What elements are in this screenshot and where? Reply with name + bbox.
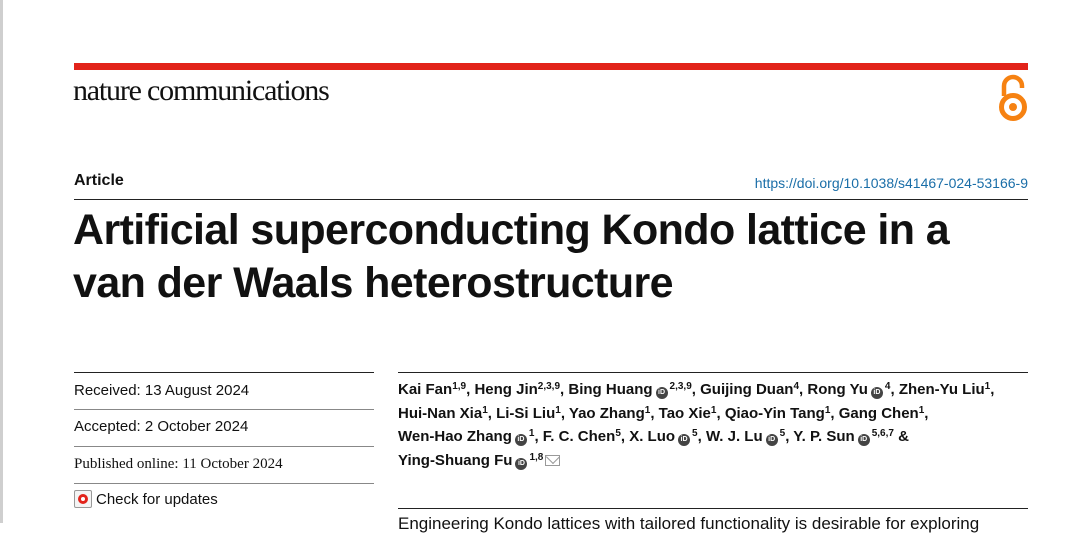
article-type: Article	[74, 172, 124, 189]
author-name-text: Tao Xie	[658, 404, 711, 422]
author-name-text: Wen-Hao Zhang	[398, 428, 512, 446]
author-name-text: Li-Si Liu	[496, 404, 556, 422]
orcid-icon[interactable]: iD	[678, 434, 690, 446]
authors-divider	[398, 372, 1028, 373]
dates-divider	[74, 372, 374, 373]
author-name[interactable]	[700, 381, 799, 398]
author-affiliation: 1	[710, 404, 717, 416]
author-name-text: Guijing Duan	[700, 381, 794, 398]
author-name[interactable]	[659, 405, 717, 422]
author-name[interactable]	[807, 381, 890, 398]
journal-name[interactable]: nature communications	[73, 74, 329, 107]
check-updates-label: Check for updates	[96, 490, 218, 508]
author-affiliation: 4	[884, 381, 891, 392]
date-separator	[74, 483, 374, 484]
author-affiliation: 1,9	[452, 381, 467, 392]
author-name-text: Hui-Nan Xia	[398, 404, 483, 422]
author-affiliation: 5,6,7	[871, 428, 894, 440]
author-conjunction: &	[898, 428, 909, 446]
author-affiliation: 2,3,9	[537, 381, 561, 392]
orcid-icon[interactable]: iD	[858, 434, 870, 446]
date-separator	[74, 409, 374, 410]
author-name[interactable]	[496, 405, 561, 422]
author-affiliation: 4	[793, 381, 800, 392]
email-icon[interactable]	[545, 455, 560, 466]
received-date: Received: 13 August 2024	[74, 382, 250, 399]
author-name[interactable]	[629, 428, 697, 445]
author-name-text: Heng Jin	[474, 381, 538, 398]
author-affiliation: 5	[779, 428, 786, 440]
author-affiliation: 1	[528, 428, 535, 440]
abstract-divider	[398, 508, 1028, 509]
abstract-text: Engineering Kondo lattices with tailored functionality is desirable for exploring	[398, 514, 980, 533]
author-name-text: X. Luo	[629, 428, 676, 446]
header-divider	[74, 199, 1028, 200]
author-affiliation: 1	[918, 404, 925, 416]
author-list: Kai Fan$^{1,9}$, Heng Jin$^{2,3,9}$, Bing Huang iD$^{2,3,9}$, Guijing Duan$^4$, Rong Yu $iD^4$, Zhen-Yu Liu$^1$, Hui-Nan Xia$^1$, Li-Si Liu$^1$, Yao Zhang$^1$, Tao Xie$^1$, Qiao-Yin Tang$^1$, Gang Chen$^1$, Wen-Hao Zhang $iD^1$, F. C. Chen$^5$, X. Luo $iD^5$, W. J. Lu $iD^5$, Y. P. Sun iD$^{5,6,7}$ & Ying-Shuang Fu iD$^{1,8}$	[398, 381, 995, 469]
orcid-icon[interactable]: iD	[515, 434, 527, 446]
author-name[interactable]	[474, 381, 560, 398]
author-name[interactable]	[543, 428, 621, 445]
author-name[interactable]	[568, 381, 691, 398]
journal-accent-bar	[74, 63, 1028, 70]
author-name-text: Y. P. Sun	[793, 428, 855, 446]
author-affiliation: 1,8	[529, 451, 544, 463]
author-affiliation: 2,3,9	[669, 381, 692, 392]
orcid-icon[interactable]: iD	[656, 387, 668, 399]
author-name-text: Kai Fan	[398, 381, 453, 398]
author-name-text: Gang Chen	[838, 404, 919, 422]
date-separator	[74, 446, 374, 447]
orcid-icon[interactable]: iD	[871, 387, 883, 399]
doi-link[interactable]: https://doi.org/10.1038/s41467-024-53166-9	[754, 175, 1028, 191]
author-name[interactable]	[839, 405, 925, 422]
check-for-updates-button[interactable]	[74, 490, 218, 508]
author-affiliation: 1	[984, 381, 991, 392]
author-name[interactable]	[398, 428, 534, 445]
orcid-icon[interactable]: iD	[515, 458, 527, 470]
window-edge	[0, 0, 3, 523]
author-name[interactable]	[398, 452, 560, 469]
author-name-text: Zhen-Yu Liu	[898, 381, 985, 398]
author-name[interactable]	[899, 381, 990, 398]
author-name[interactable]	[569, 405, 650, 422]
author-name-text: Ying-Shuang Fu	[398, 451, 513, 469]
author-name-text: Yao Zhang	[568, 404, 645, 422]
author-affiliation: 1	[482, 404, 488, 416]
author-name-text: F. C. Chen	[542, 428, 616, 446]
author-name[interactable]	[793, 428, 894, 445]
title-line-1: Artificial superconducting Kondo lattice in a	[73, 206, 950, 254]
check-updates-icon	[74, 490, 92, 508]
author-name[interactable]	[706, 428, 785, 445]
author-affiliation: 1	[555, 404, 561, 416]
author-affiliation: 1	[644, 404, 651, 416]
author-name-text: W. J. Lu	[705, 428, 763, 446]
accepted-date: Accepted: 2 October 2024	[74, 418, 249, 435]
author-name[interactable]	[398, 405, 488, 422]
author-affiliation: 1	[824, 404, 831, 416]
author-name-text: Bing Huang	[568, 381, 653, 398]
author-name-text: Rong Yu	[807, 381, 868, 398]
author-name[interactable]	[398, 381, 466, 398]
article-title	[73, 204, 1033, 310]
author-affiliation: 5	[692, 428, 698, 440]
author-affiliation: 5	[615, 428, 621, 440]
open-access-icon[interactable]	[996, 74, 1030, 122]
title-line-2: van der Waals heterostructure	[73, 259, 673, 307]
author-name[interactable]	[725, 405, 831, 422]
author-name-text: Qiao-Yin Tang	[724, 404, 825, 422]
published-date: Published online: 11 October 2024	[74, 456, 283, 472]
orcid-icon[interactable]: iD	[766, 434, 778, 446]
